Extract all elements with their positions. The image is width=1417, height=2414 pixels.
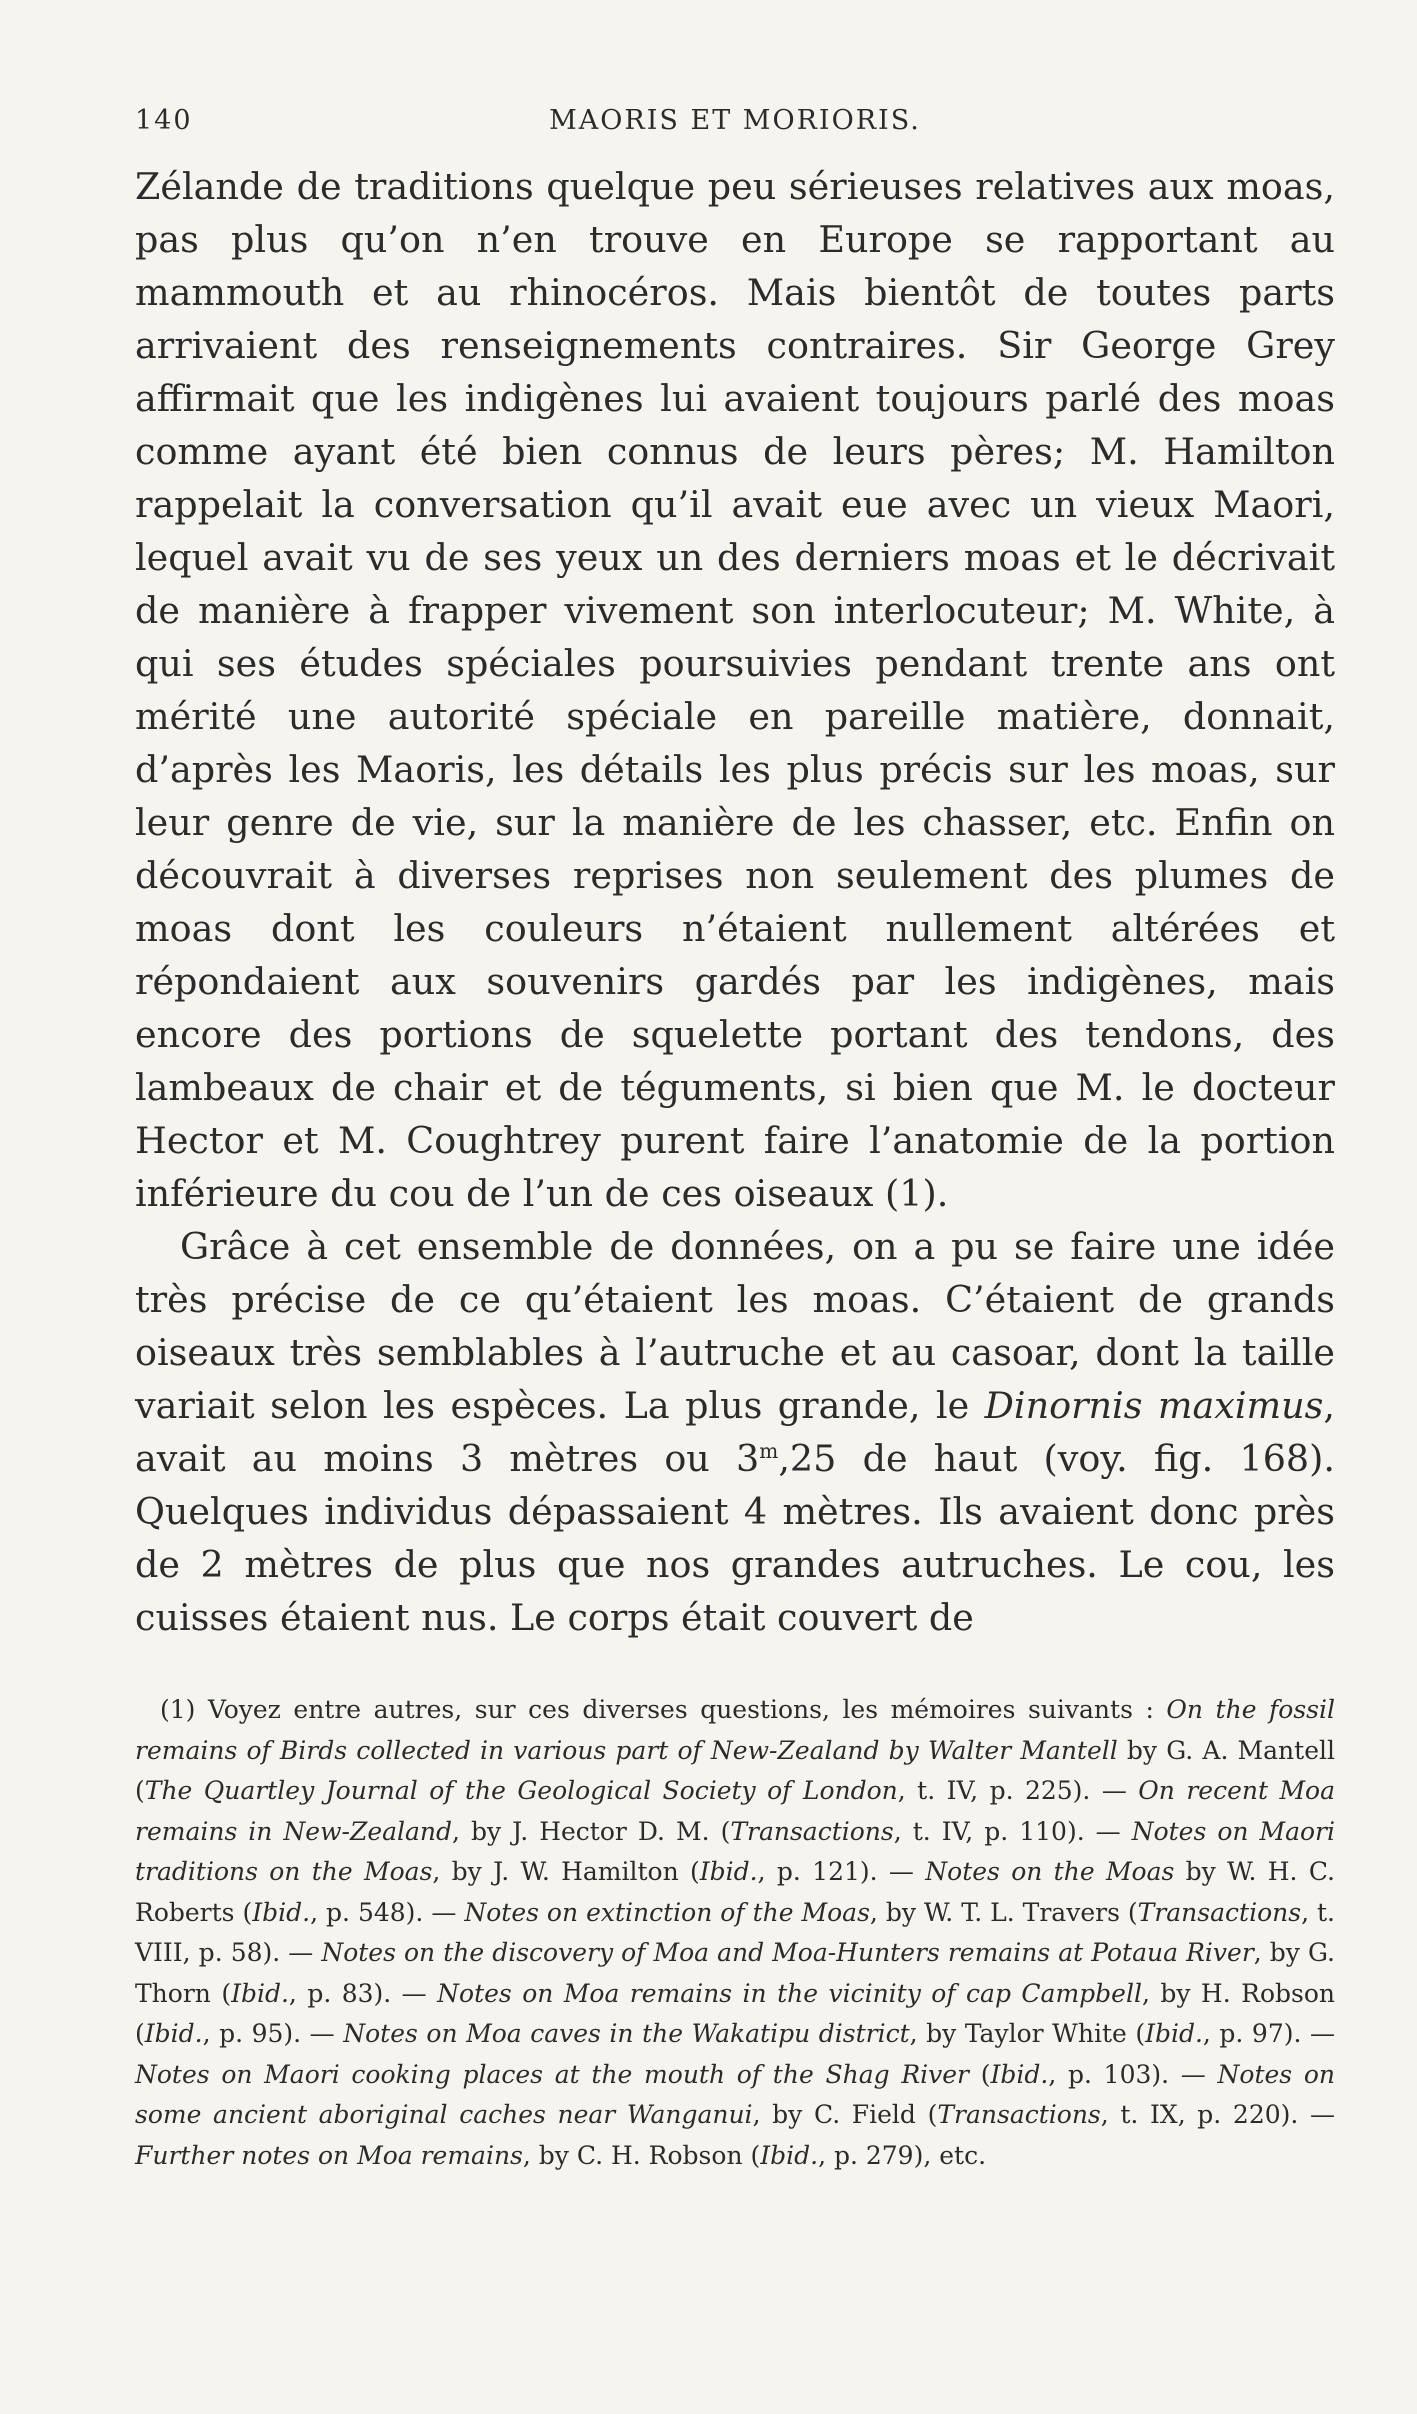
- fn-text: , p. 279), etc.: [818, 2140, 987, 2170]
- fn-title: Ibid.: [990, 2059, 1049, 2089]
- fn-text: (1) Voyez entre autres, sur ces diverses questions, les mémoires suivants :: [160, 1695, 1167, 1724]
- footnote-1: [135, 1690, 1335, 2176]
- fn-title: Ibid.: [231, 1978, 289, 2008]
- fn-title: Notes on Moa remains in the vicinity of cap Campbell: [437, 1978, 1142, 2008]
- fn-title: Ibid.: [252, 1897, 311, 1927]
- fn-title: Notes on Maori traditions on the Moas: [135, 1816, 1336, 1886]
- fn-title: Notes on Moa caves in the Wakatipu district: [343, 2019, 910, 2048]
- fn-title: On recent Moa remains in New-Zealand: [135, 1776, 1336, 1846]
- fn-title: Notes on extinction of the Moas: [464, 1897, 870, 1927]
- fn-title: Notes on Maori cooking places at the mouth of the Shag River: [135, 2059, 970, 2089]
- fn-text: , t. IX, p. 220). —: [1100, 2100, 1335, 2129]
- fn-text: , t. IV, p. 110). —: [893, 1816, 1132, 1846]
- fn-title: Notes on some ancient aboriginal caches near Wanganui: [135, 2059, 1335, 2129]
- fn-title: Ibid.: [144, 2019, 203, 2048]
- page-number: 140: [135, 105, 193, 136]
- fn-text: , p. 95). —: [202, 2019, 344, 2048]
- main-text: [135, 160, 1335, 1644]
- fn-title: Further notes on Moa remains: [135, 2140, 523, 2170]
- fn-title: Transactions: [937, 2100, 1101, 2129]
- p2-text-c: ,25 de haut (voy. fig. 168). Quelques individus dépassaient 4 mètres. Ils avaient donc près de 2 mètres de plus que nos grandes autruches. Le cou, les cuisses étaient nus. Le corps était couvert de: [135, 1437, 1335, 1639]
- running-title: MAORIS ET MORIORIS.: [549, 105, 921, 136]
- fn-text: , by Taylor White (: [909, 2019, 1146, 2048]
- fn-text: (: [969, 2059, 991, 2089]
- fn-title: Ibid.: [1145, 2019, 1203, 2048]
- fn-title: The Quartley Journal of the Geological Society of London: [144, 1776, 898, 1805]
- paragraph-2: [135, 1220, 1335, 1644]
- fn-text: by G. A. Mantell (: [135, 1735, 1335, 1805]
- p2-text-b: , avait au moins 3 mètres ou 3: [135, 1384, 1335, 1480]
- fn-text: by W. H. C. Roberts (: [135, 1857, 1335, 1927]
- paragraph-1: Zélande de traditions quelque peu sérieuses relatives aux moas, pas plus qu’on n’en trouve en Europe se rapportant au mammouth et au rhinocéros. Mais bientôt de toutes parts arrivaient des renseignements contraires. Sir George Grey affirmait que les indigènes lui avaient toujours parlé des moas comme ayant été bien connus de leurs pères; M. Hamilton rappelait la conversation qu’il avait eue avec un vieux Maori, lequel avait vu de ses yeux un des derniers moas et le décrivait de manière à frapper vivement son interlocuteur; M. White, à qui ses études spéciales poursuivies pendant trente ans ont mérité une autorité spéciale en pareille matière, donnait, d’après les Maoris, les détails les plus précis sur les moas, sur leur genre de vie, sur la manière de les chasser, etc. Enfin on découvrait à diverses reprises non seulement des plumes de moas dont les couleurs n’étaient nullement altérées et répondaient aux souvenirs gardés par les indigènes, mais encore des portions de squelette portant des tendons, des lambeaux de chair et de téguments, si bien que M. le docteur Hector et M. Coughtrey purent faire l’anatomie de la portion inférieure du cou de l’un de ces oiseaux (1).: [135, 165, 1335, 1215]
- fn-text: , t. VIII, p. 58). —: [135, 1897, 1335, 1967]
- fn-text: , by G. Thorn (: [135, 1938, 1335, 2008]
- fn-title: Transactions: [730, 1816, 894, 1846]
- fn-title: Notes on the discovery of Moa and Moa-Hunters remains at Potaua River: [321, 1938, 1254, 1967]
- fn-text: , by H. Robson (: [135, 1978, 1335, 2048]
- fn-title: On the fossil remains of Birds collected in various part of New-Zealand by Walter Mantell: [135, 1695, 1335, 1765]
- fn-title: Notes on the Moas: [925, 1857, 1175, 1886]
- page-header: [135, 105, 1335, 145]
- unit-superscript: m: [759, 1438, 779, 1463]
- fn-text: , by C. Field (: [752, 2100, 938, 2129]
- fn-text: , p. 83). —: [288, 1978, 438, 2008]
- fn-text: , p. 97). —: [1202, 2019, 1336, 2048]
- fn-text: , by C. H. Robson (: [522, 2140, 761, 2170]
- fn-text: , by W. T. L. Travers (: [869, 1897, 1138, 1927]
- fn-text: , p. 103). —: [1048, 2059, 1218, 2089]
- fn-text: , p. 121). —: [757, 1857, 926, 1886]
- fn-text: , by J. Hector D. M. (: [452, 1816, 731, 1846]
- fn-text: , by J. W. Hamilton (: [432, 1857, 700, 1886]
- fn-title: Ibid.: [699, 1857, 758, 1886]
- fn-title: Transactions: [1137, 1897, 1302, 1927]
- fn-text: , p. 548). —: [310, 1897, 465, 1927]
- p2-text-a: Grâce à cet ensemble de données, on a pu se faire une idée très précise de ce qu’étaient les moas. C’étaient de grands oiseaux très semblables à l’autruche et au casoar, dont la taille variait selon les espèces. La plus grande, le: [135, 1225, 1335, 1427]
- footnotes: [135, 1690, 1335, 2176]
- fn-title: Ibid.: [760, 2140, 819, 2170]
- fn-text: , t. IV, p. 225). —: [897, 1776, 1139, 1805]
- species-name: Dinornis maximus: [984, 1384, 1324, 1427]
